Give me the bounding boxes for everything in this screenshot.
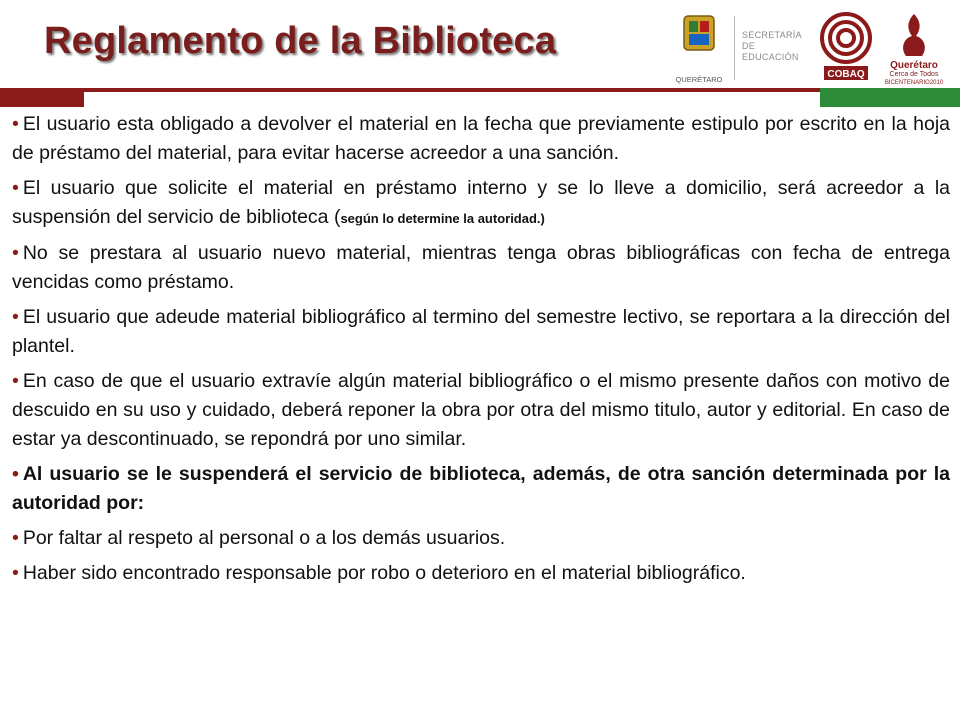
rule-text: El usuario esta obligado a devolver el material en la fecha que previamente estipulo por escrito en la hoja de préstamo del material, para evitar hacerse acreedor a una sanción.: [12, 113, 950, 164]
header-color-bar: [0, 88, 960, 107]
rule-text: No se prestara al usuario nuevo material, mientras tenga obras bibliográficas con fecha de entrega vencidas como préstamo.: [12, 242, 950, 293]
rule-item: [12, 174, 950, 233]
page-title: Reglamento de la Biblioteca: [44, 20, 557, 62]
rule-text: Por faltar al respeto al personal o a los demás usuarios.: [22, 527, 506, 549]
rule-text: Al usuario se le suspenderá el servicio de biblioteca, además, de otra sanción determinada por la autoridad por:: [12, 463, 950, 514]
color-bar-red: [0, 88, 84, 107]
rule-text: El usuario que adeude material bibliográfico al termino del semestre lectivo, se reportara a la dirección del plantel.: [12, 306, 950, 357]
rule-item: [12, 303, 950, 361]
rules-list: [12, 110, 950, 594]
state-caption: QUERÉTARO: [675, 75, 723, 84]
queretaro-state-logo: [674, 12, 724, 86]
queretaro-sub: Cerca de Todos: [889, 71, 939, 78]
bicentenario-logo: [882, 8, 946, 86]
rule-item: [12, 524, 950, 553]
cobaq-logo: [818, 10, 874, 84]
rule-item: [12, 559, 950, 588]
color-bar-line: [84, 88, 820, 107]
rule-text: Haber sido encontrado responsable por robo o deterioro en el material bibliográfico.: [22, 562, 746, 584]
rule-text: En caso de que el usuario extravíe algún material bibliográfico o el mismo presente daños con motivo de descuido en su uso y cuidado, deberá reponer la obra por otra del mismo titulo, autor y editorial. En caso de estar ya descontinuado, se repondrá por uno similar.: [12, 370, 950, 450]
color-bar-green: [820, 88, 960, 107]
rule-item: [12, 110, 950, 168]
secretaria-text: [742, 30, 812, 63]
rule-item-bold: [12, 460, 950, 518]
rule-item: [12, 239, 950, 297]
bicentenario-label: BICENTENARIO2010: [884, 80, 944, 86]
rule-item: [12, 367, 950, 454]
queretaro-label: Querétaro: [890, 60, 938, 71]
logo-divider: [734, 16, 735, 80]
cobaq-label: COBAQ: [827, 69, 865, 80]
rule-note: según lo determine la autoridad.): [340, 211, 545, 226]
rule-text: El usuario que solicite el material en préstamo interno y se lo lleve a domicilio, será acreedor a la suspensión del servicio de biblioteca (: [12, 177, 950, 228]
header-logos: [674, 8, 946, 86]
secretaria-line1: SECRETARÍA: [742, 30, 802, 40]
secretaria-line2: DE EDUCACIÓN: [742, 41, 799, 62]
